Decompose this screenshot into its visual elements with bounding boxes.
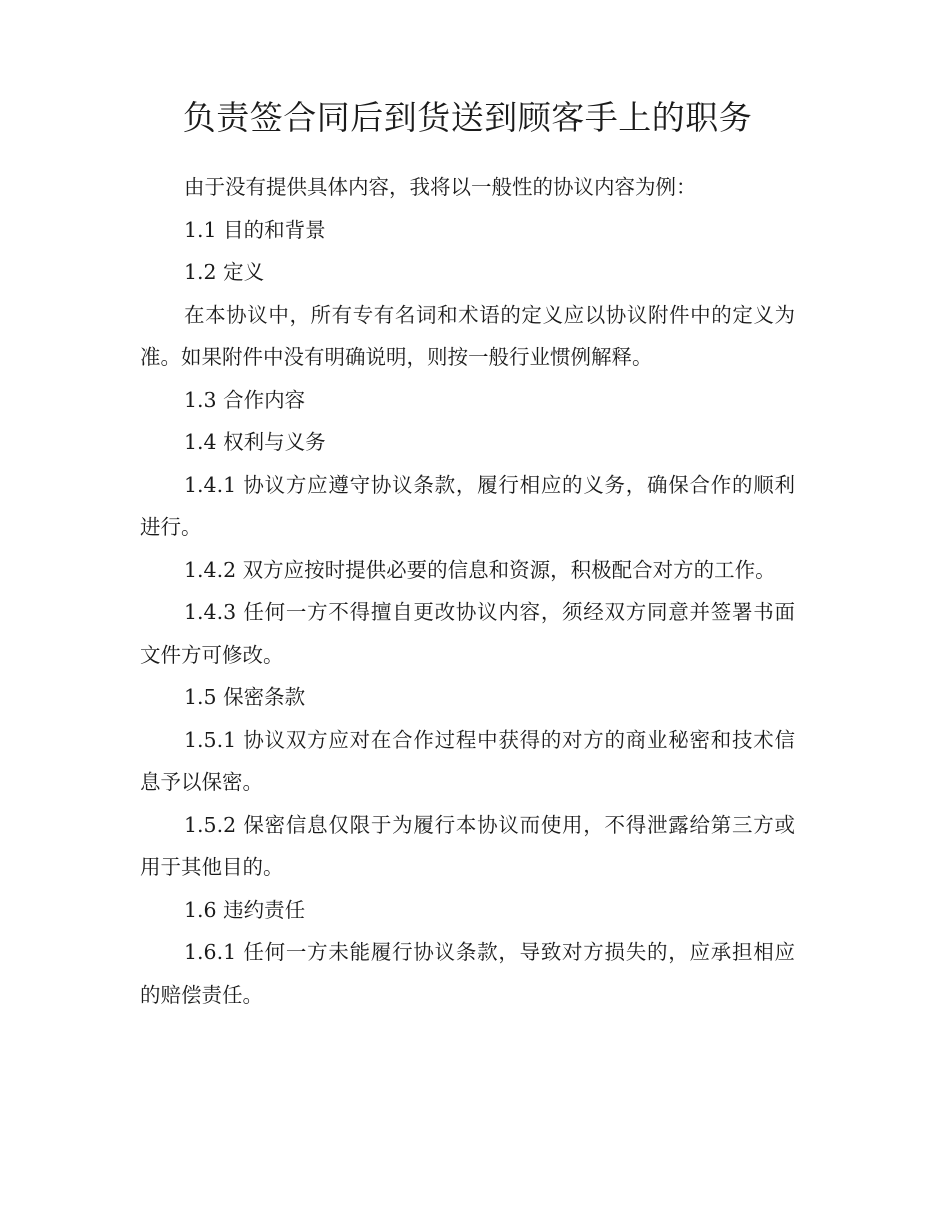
paragraph-1-6-1: 1.6.1 任何一方未能履行协议条款，导致对方损失的，应承担相应的赔偿责任。: [140, 940, 795, 1007]
paragraph-1-4-1: 1.4.1 协议方应遵守协议条款，履行相应的义务，确保合作的顺利进行。: [140, 472, 795, 539]
paragraph-1-4-3: 1.4.3 任何一方不得擅自更改协议内容，须经双方同意并签署书面文件方可修改。: [140, 600, 795, 667]
paragraph-1-4-2: 1.4.2 双方应按时提供必要的信息和资源，积极配合对方的工作。: [184, 557, 776, 582]
paragraph-1-1: 1.1 目的和背景: [184, 217, 326, 242]
paragraph-1-5: 1.5 保密条款: [184, 685, 306, 709]
paragraph-1-6: 1.6 违约责任: [184, 897, 306, 922]
paragraph-1-4: 1.4 权利与义务: [184, 430, 326, 454]
document-page: [140, 92, 795, 1016]
paragraph-1-5-2: 1.5.2 保密信息仅限于为履行本协议而使用，不得泄露给第三方或用于其他目的。: [140, 812, 795, 879]
paragraph-intro: 由于没有提供具体内容，我将以一般性的协议内容为例：: [184, 175, 697, 199]
paragraph-1-5-1: 1.5.1 协议双方应对在合作过程中获得的对方的商业秘密和技术信息予以保密。: [140, 727, 795, 794]
paragraph-definition: 在本协议中，所有专有名词和术语的定义应以协议附件中的定义为准。如果附件中没有明确说明，则按一般行业惯例解释。: [140, 302, 795, 369]
document-title: 负责签合同后到货送到顾客手上的职务: [182, 98, 753, 137]
paragraph-1-3: 1.3 合作内容: [184, 387, 306, 412]
paragraph-1-2: 1.2 定义: [184, 260, 265, 284]
